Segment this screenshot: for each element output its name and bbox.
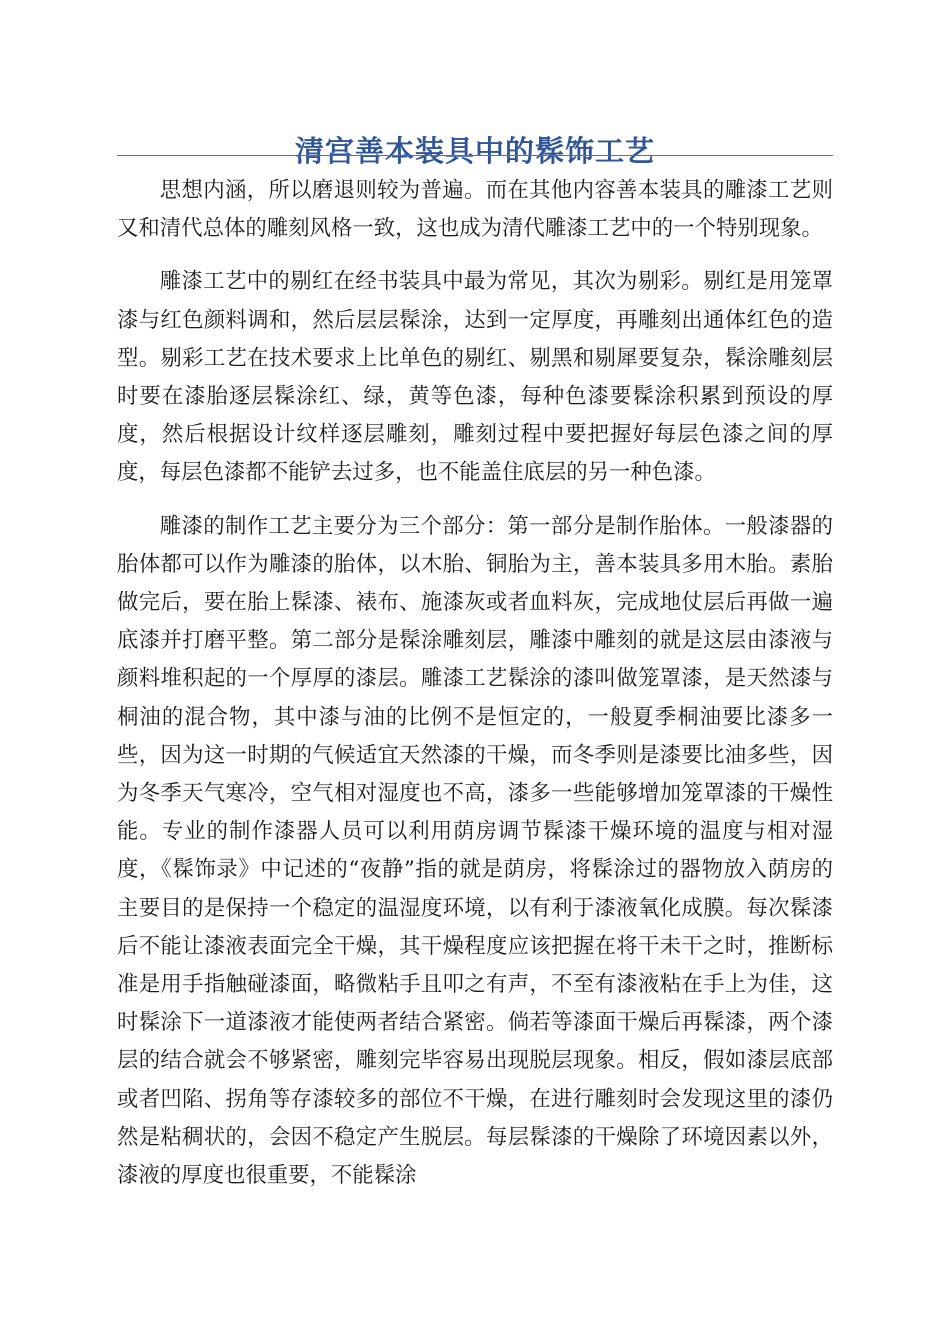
title-underline: [117, 155, 833, 156]
page-title: 清宫善本装具中的髹饰工艺: [294, 134, 655, 169]
paragraph-3: 雕漆的制作工艺主要分为三个部分：第一部分是制作胎体。一般漆器的胎体都可以作为雕漆的胎体，以木胎、铜胎为主，善本装具多用木胎。素胎做完后，要在胎上髹漆、裱布、施漆灰或者血料灰，完成地仗层后再做一遍底漆并打磨平整。第二部分是髹涂雕刻层，雕漆中雕刻的就是这层由漆液与颜料堆积起的一个厚厚的漆层。雕漆工艺髹涂的漆叫做笼罩漆，是天然漆与桐油的混合物，其中漆与油的比例不是恒定的，一般夏季桐油要比漆多一些，因为这一时期的气候适宜天然漆的干燥，而冬季则是漆要比油多些，因为冬季天气寒冷，空气相对湿度也不高，漆多一些能够增加笼罩漆的干燥性能。专业的制作漆器人员可以利用荫房调节髹漆干燥环境的温度与相对湿度，《髹饰录》中记述的“夜静”指的就是荫房，将髹涂过的器物放入荫房的主要目的是保持一个稳定的温湿度环境，以有利于漆液氧化成膜。每次髹漆后不能让漆液表面完全干燥，其干燥程度应该把握在将干未干之时，推断标准是用手指触碰漆面，略微粘手且叩之有声，不至有漆液粘在手上为佳，这时髹涂下一道漆液才能使两者结合紧密。倘若等漆面干燥后再髹漆，两个漆层的结合就会不够紧密，雕刻完毕容易出现脱层现象。相反，假如漆层底部或者凹陷、拐角等存漆较多的部位不干燥，在进行雕刻时会发现这里的漆仍然是粘稠状的，会因不稳定产生脱层。每层髹漆的干燥除了环境因素以外，漆液的厚度也很重要，不能髹涂: [117, 513, 833, 1189]
paragraph-2: 雕漆工艺中的剔红在经书装具中最为常见，其次为剔彩。剔红是用笼罩漆与红色颜料调和，然后层层髹涂，达到一定厚度，再雕刻出通体红色的造型。剔彩工艺在技术要求上比单色的剔红、剔黑和剔犀要复杂，髹涂雕刻层时要在漆胎逐层髹涂红、绿，黄等色漆，每种色漆要髹涂积累到预设的厚度，然后根据设计纹样逐层雕刻，雕刻过程中要把握好每层色漆之间的厚度，每层色漆都不能铲去过多，也不能盖住底层的另一种色漆。: [117, 269, 833, 486]
paragraph-1: 思想内涵，所以磨退则较为普遍。而在其他内容善本装具的雕漆工艺则又和清代总体的雕刻风格一致，这也成为清代雕漆工艺中的一个特别现象。: [117, 178, 833, 242]
article-body: [117, 172, 833, 1210]
